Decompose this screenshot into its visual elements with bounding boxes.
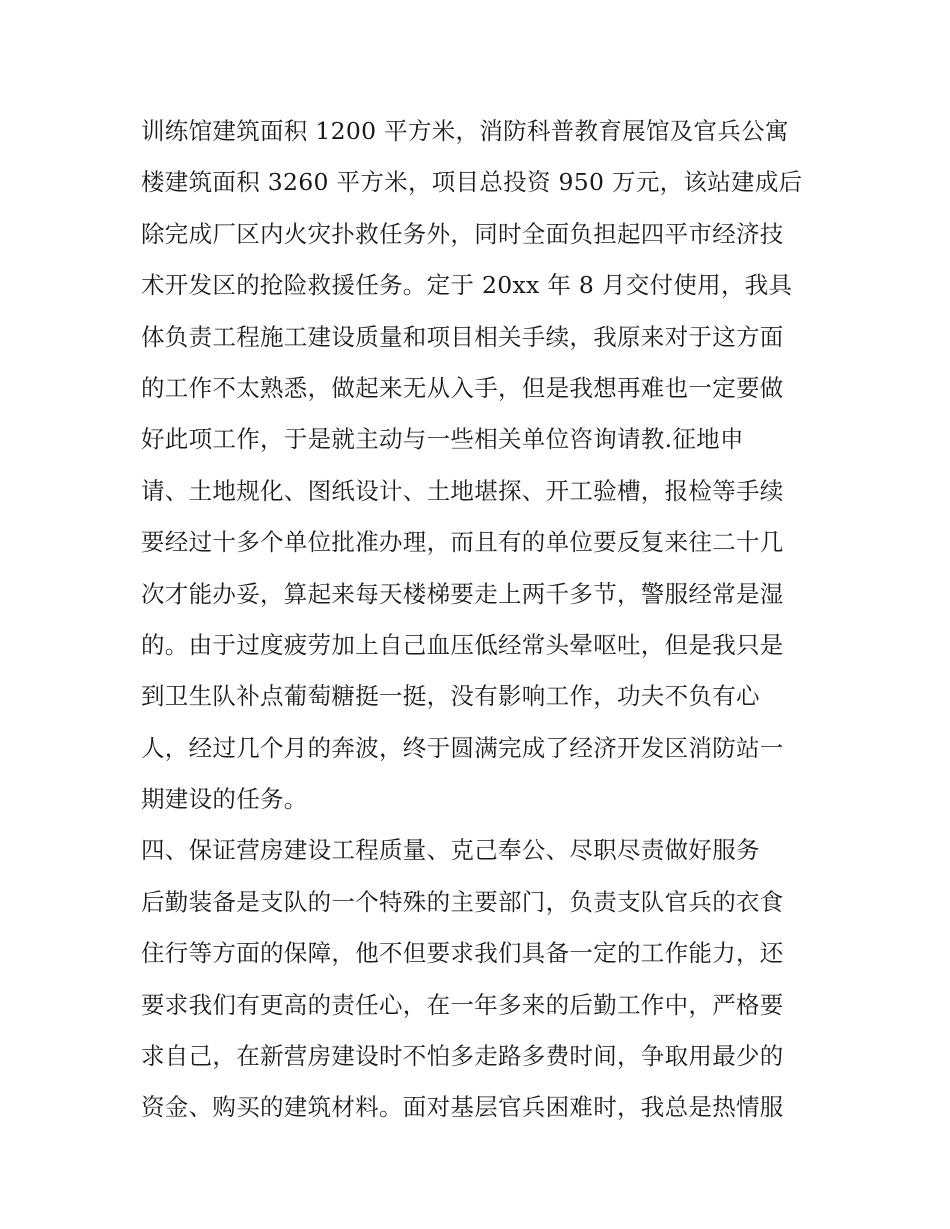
text-line: 求自己，在新营房建设时不怕多走路多费时间，争取用最少的 xyxy=(141,1042,784,1071)
text-line: 请、土地规化、图纸设计、土地堪探、开工验槽，报检等手续 xyxy=(141,476,784,505)
document-body xyxy=(141,106,821,1134)
text-line: 好此项工作，于是就主动与一些相关单位咨询请教.征地申 xyxy=(141,425,744,454)
text-line: 楼建筑面积 3260 平方米，项目总投资 950 万元，该站建成后 xyxy=(141,168,803,197)
text-line: 要经过十多个单位批准办理，而且有的单位要反复来往二十几 xyxy=(141,528,784,557)
text-line: 的。由于过度疲劳加上自己血压低经常头晕呕吐，但是我只是 xyxy=(141,630,784,659)
text-line: 次才能办妥，算起来每天楼梯要走上两千多节，警服经常是湿 xyxy=(141,579,784,608)
text-line: 的工作不太熟悉，做起来无从入手，但是我想再难也一定要做 xyxy=(141,373,784,402)
text-line: 训练馆建筑面积 1200 平方米，消防科普教育展馆及官兵公寓 xyxy=(141,117,789,145)
text-line: 除完成厂区内火灾扑救任务外，同时全面负担起四平市经济技 xyxy=(141,219,784,248)
text-line: 体负责工程施工建设质量和项目相关手续，我原来对于这方面 xyxy=(141,322,784,351)
text-line: 人，经过几个月的奔波，终于圆满完成了经济开发区消防站一 xyxy=(141,733,784,762)
section-heading: 四、保证营房建设工程质量、克己奉公、尽职尽责做好服务 xyxy=(141,836,760,865)
text-line: 要求我们有更高的责任心，在一年多来的后勤工作中，严格要 xyxy=(141,990,784,1019)
text-line: 期建设的任务。 xyxy=(141,785,308,814)
text-line: 后勤装备是支队的一个特殊的主要部门，负责支队官兵的衣食 xyxy=(141,887,784,916)
text-line: 到卫生队补点葡萄糖挺一挺，没有影响工作，功夫不负有心 xyxy=(141,682,760,711)
text-line: 住行等方面的保障，他不但要求我们具备一定的工作能力，还 xyxy=(141,939,784,968)
text-line: 术开发区的抢险救援任务。定于 20xx 年 8 月交付使用，我具 xyxy=(141,271,793,300)
text-line: 资金、购买的建筑材料。面对基层官兵困难时，我总是热情服 xyxy=(141,1093,784,1122)
